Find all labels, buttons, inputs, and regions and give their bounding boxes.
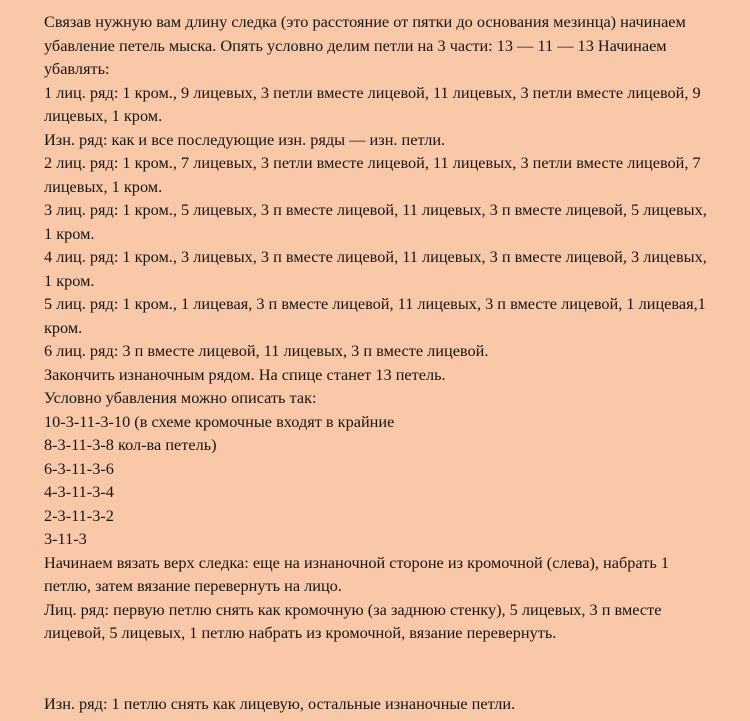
scheme-line-5: 2-3-11-3-2: [44, 505, 114, 525]
paragraph-row-2: 2 лиц. ряд: 1 кром., 7 лицевых, 3 петли вместе лицевой, 11 лицевых, 3 петли вместе лицевой, 7 лицевых, 1 кром.: [44, 153, 701, 196]
paragraph-row-4: 4 лиц. ряд: 1 кром., 3 лицевых, 3 п вместе лицевой, 11 лицевых, 3 п вместе лицевой, 3 лицевых, 1 кром.: [44, 247, 707, 290]
paragraph-finish: Закончить изнаночным рядом. На спице станет 13 петель.: [44, 364, 446, 384]
paragraph-row-6: 6 лиц. ряд: 3 п вместе лицевой, 11 лицевых, 3 п вместе лицевой.: [44, 341, 489, 360]
paragraph-row-3: 3 лиц. ряд: 1 кром., 5 лицевых, 3 п вместе лицевой, 11 лицевых, 3 п вместе лицевой, 5 лицевых, 1 кром.: [44, 200, 707, 243]
blank-space: [44, 645, 710, 692]
paragraph-final-purl-row: Изн. ряд: 1 петлю снять как лицевую, остальные изнаночные петли.: [44, 693, 516, 713]
paragraph-intro: Связав нужную вам длину следка (это расстояние от пятки до основания мезинца) начинаем убавление петель мыска. Опять условно делим петли на 3 части: 13 — 11 — 13 Начинаем убавлять:: [44, 12, 686, 78]
paragraph-row-5: 5 лиц. ряд: 1 кром., 1 лицевая, 3 п вместе лицевой, 11 лицевых, 3 п вместе лицевой, 1 лицевая,1 кром.: [44, 294, 706, 337]
scheme-line-3: 6-3-11-3-6: [44, 458, 114, 478]
paragraph-purl-row: Изн. ряд: как и все последующие изн. ряды — изн. петли.: [44, 129, 446, 149]
scheme-line-4: 4-3-11-3-4: [44, 482, 114, 501]
paragraph-row-1: 1 лиц. ряд: 1 кром., 9 лицевых, 3 петли вместе лицевой, 11 лицевых, 3 петли вместе лицевой, 9 лицевых, 1 кром.: [44, 82, 701, 125]
paragraph-knit-row: Лиц. ряд: первую петлю снять как кромочную (за заднюю стенку), 5 лицевых, 3 п вместе лицевой, 5 лицевых, 1 петлю набрать из кромочной, вязание перевернуть.: [44, 599, 662, 642]
scheme-line-1: 10-3-11-3-10 (в схеме кромочные входят в крайние: [44, 411, 395, 431]
scheme-line-2: 8-3-11-3-8 кол-ва петель): [44, 435, 217, 454]
scheme-line-6: 3-11-3: [44, 529, 87, 548]
paragraph-scheme-intro: Условно убавления можно описать так:: [44, 388, 317, 407]
paragraph-top-start: Начинаем вязать верх следка: еще на изнаночной стороне из кромочной (слева), набрать 1 петлю, затем вязание перевернуть на лицо.: [44, 552, 669, 595]
